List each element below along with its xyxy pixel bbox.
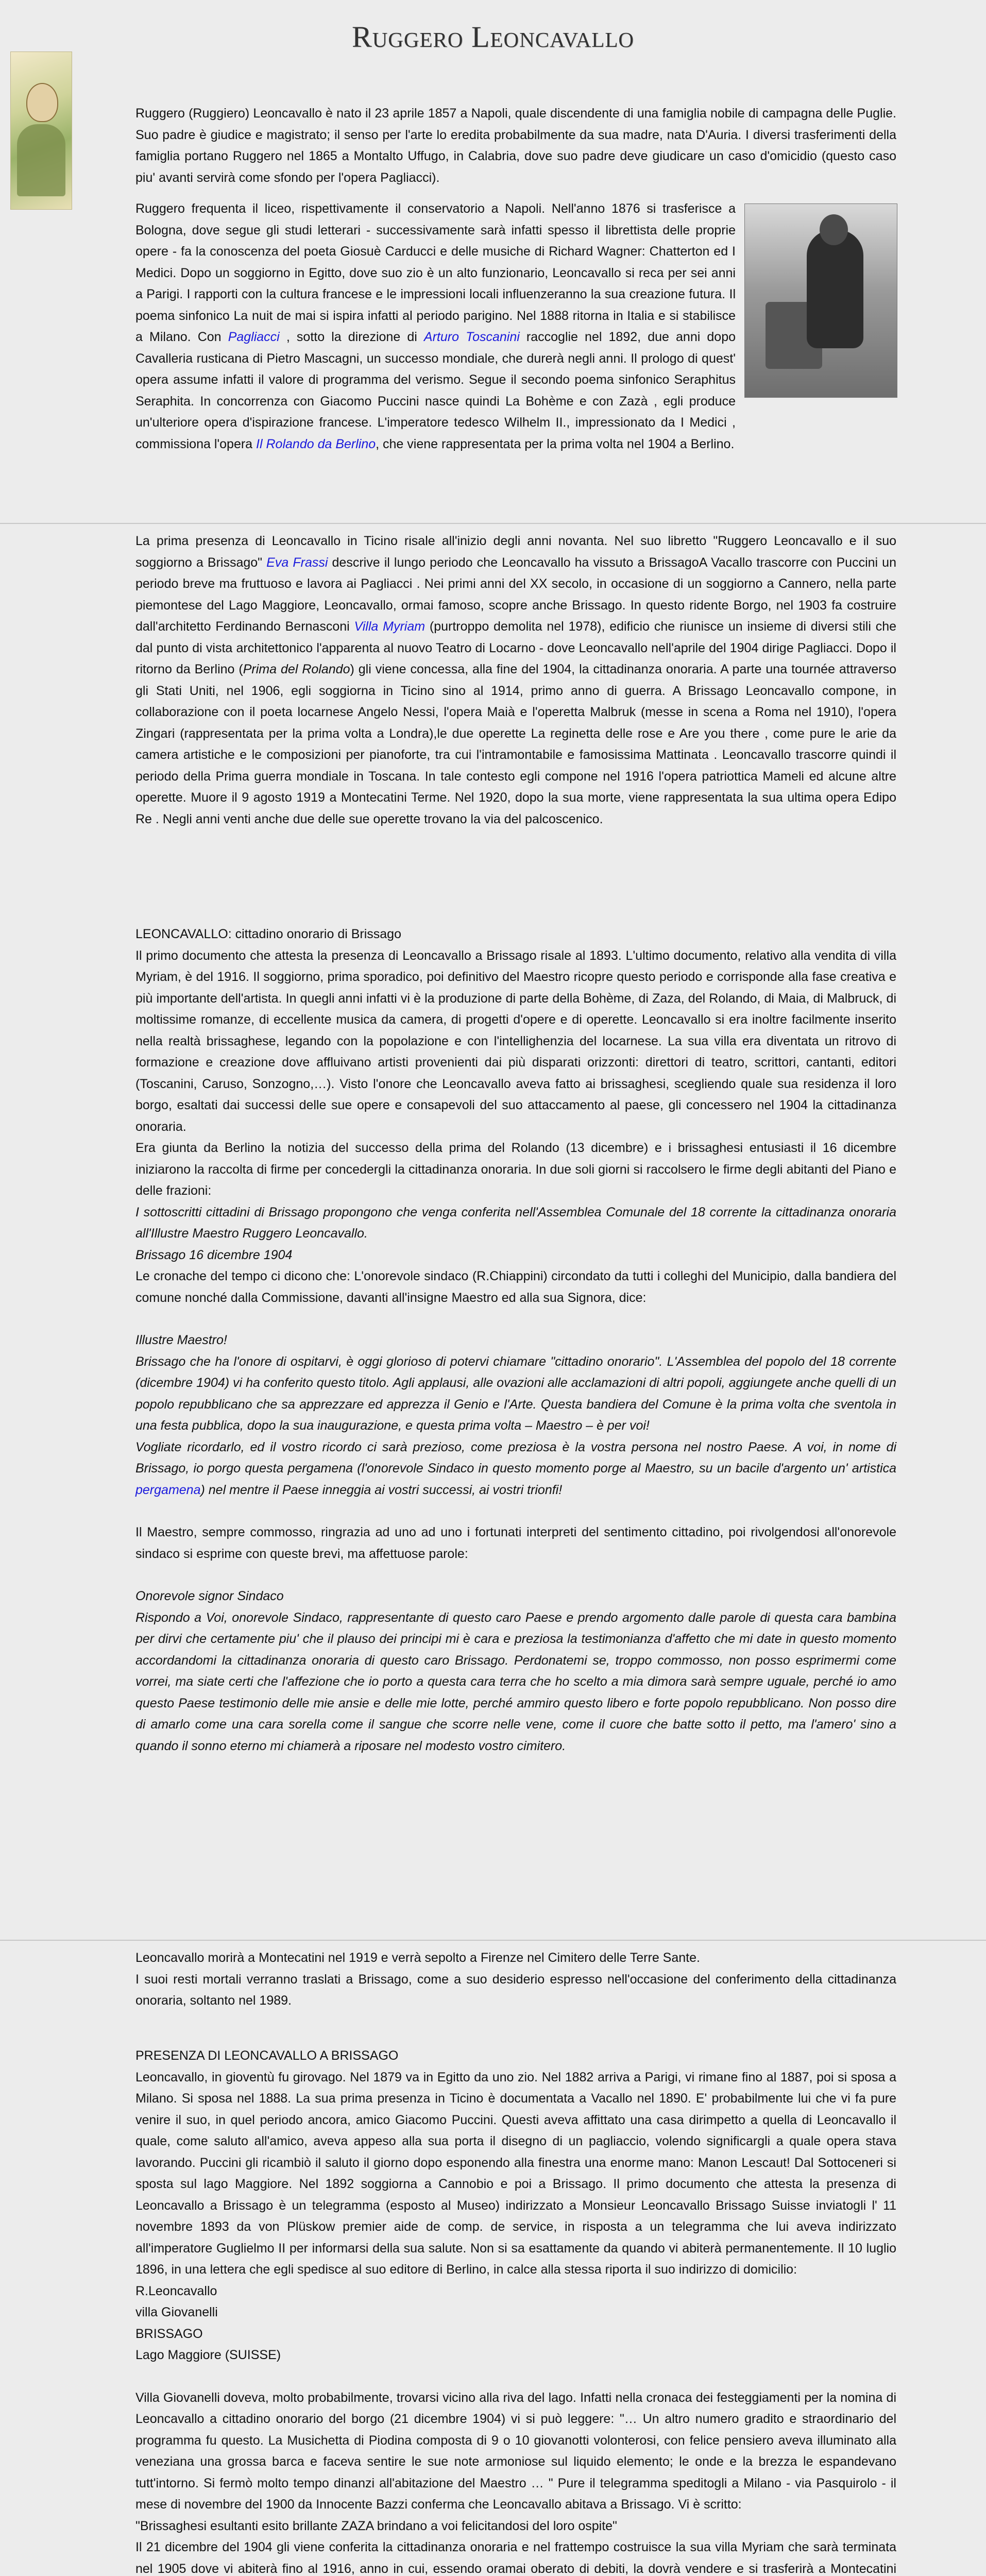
section-divider-1	[0, 523, 986, 524]
citizen-paragraph-1: Il primo documento che attesta la presenza di Leoncavallo a Brissago risale al 1893. L'ultimo documento, relativo alla vendita di villa Myriam, è del 1916. Il soggiorno, prima sporadico, poi definitivo del Maestro ricopre questo periodo e corrisponde alla fase creativa e più importante dell'artista. In quegli anni infatti vi è la produzione di parte della Bohème, di Zaza, del Rolando, di Maia, di Malbruck, di moltissime romanze, di eccellente musica da camera, di progetti d'opere e di operette. Leoncavallo si era inoltre facilmente inserito nella realtà brissaghese, legando con la popolazione e con l'intellighenzia del locarnese. La sua villa era diventata un ritrovo di formazione e creazione dove affluivano artisti provenienti dai più disparati orizzonti: direttori di teatro, scrittori, cantanti, editori (Toscanini, Caruso, Sonzogno,…). Visto l'onore che Leoncavallo aveva fatto ai brissaghesi, scegliendo quale sua residenza il loro borgo, esaltati dai successi delle sue opere e consapevoli del suo attaccamento al paese, gli concessero nel 1904 la cittadinanza onoraria.	[135, 948, 896, 1134]
portrait-image	[10, 52, 72, 210]
spacer	[135, 2366, 896, 2387]
pergamena-link[interactable]: pergamena	[135, 1482, 201, 1497]
pagliacci-link[interactable]: Pagliacci	[228, 330, 280, 344]
presenza-heading: PRESENZA DI LEONCAVALLO A BRISSAGO	[135, 2048, 399, 2063]
citizen-section	[135, 924, 896, 1757]
bio-p2d-text: , che viene rappresentata per la prima volta nel 1904 a Berlino.	[376, 436, 735, 451]
speech-salutation: Illustre Maestro!	[135, 1333, 227, 1347]
prima-rolando-text: Prima del Rolando	[243, 662, 350, 676]
presenza-telegram: "Brissaghesi esultanti esito brillante ZAZA brindano a voi felicitandosi del loro ospite"	[135, 2518, 617, 2533]
citizen-paragraph-6: Il Maestro, sempre commosso, ringrazia ad uno ad uno i fortunati interpreti del sentimento cittadino, poi rivolgendosi all'onorevole sindaco si esprime con queste brevi, ma affettuose parole:	[135, 1525, 896, 1561]
ticino-section	[135, 531, 896, 830]
bio-section	[135, 103, 896, 189]
address-line-4: Lago Maggiore (SUISSE)	[135, 2348, 281, 2362]
villa-myriam-link[interactable]: Villa Myriam	[354, 619, 426, 634]
citizen-paragraph-2: Era giunta da Berlino la notizia del successo della prima del Rolando (13 dicembre) e i brissaghesi entusiasti il 16 dicembre iniziarono la raccolta di firme per concedergli la cittadinanza onoraria. In due soli giorni si raccolsero le firme degli abitanti del Piano e delle frazioni:	[135, 1141, 896, 1198]
portrait-face-shape	[26, 83, 58, 122]
portrait-coat-shape	[17, 124, 65, 196]
frassi-link[interactable]: Eva Frassi	[266, 555, 328, 570]
ticino-p1b: descrive il lungo periodo che Leoncavallo ha vissuto a BrissagoA Vacallo trascorre con Puccini un periodo breve ma fruttuoso e lavora ai Pagliacci . Nei primi anni del XX secolo, in occasione di un soggiorno a Cannero, nella parte piemontese del Lago Maggiore, Leoncavallo, ormai famoso, scopre anche Brissago. In questo ridente Borgo, nel 1903 fa costruire dall'architetto Ferdinando Bernasconi	[135, 555, 896, 634]
speech-2a: Vogliate ricordarlo, ed il vostro ricordo ci sarà prezioso, come preziosa è la vostra persona nel nostro Paese. A voi, in nome di Brissago, io porgo questa pergamena (l'onorevole Sindaco in questo momento porge al Maestro, su un bacile d'argento un' artistica	[135, 1439, 896, 1476]
photo-head-shape	[820, 214, 848, 245]
speech-paragraph-1: Brissago che ha l'onore di ospitarvi, è oggi glorioso di potervi chiamare "cittadino onorario". L'Assemblea del popolo del 18 corrente (dicembre 1904) vi ha conferito questo titolo. Agli applausi, alle ovazioni alle acclamazioni di altri popoli, aggiungete anche quelli di un popolo repubblicano che sa apprezzare ed apprezza il Genio e l'Arte. Questa bandiera del Comune è la prima volta che sventola in una festa pubblica, dopo la sua inaugurazione, e questa prima volta – Maestro – è per voi!	[135, 1354, 896, 1433]
rolando-link[interactable]: Il Rolando da Berlino	[256, 436, 376, 451]
death-paragraph-2: I suoi resti mortali verranno traslati a Brissago, come a suo desiderio espresso nell'occasione del conferimento della cittadinanza onoraria, soltanto nel 1989.	[135, 1972, 896, 2008]
bio-paragraph-2	[135, 198, 736, 455]
citizen-paragraph-5: Le cronache del tempo ci dicono che: L'onorevole sindaco (R.Chiappini) circondato da tutti i colleghi del Municipio, dalla bandiera del comune nonché dalla Commissione, davanti all'insigne Maestro ed alla sua Signora, dice:	[135, 1269, 896, 1305]
presenza-paragraph-2: Villa Giovanelli doveva, molto probabilmente, trovarsi vicino alla riva del lago. Infatti nella cronaca dei festeggiamenti per la nomina di Leoncavallo a cittadino onorario del borgo (21 dicembre 1904) vi si può leggere: "… Un altro numero gradito e straordinario del programma fu questo. La Musichetta di Piodina composta di 9 o 10 giovanotti volonterosi, con felice pensiero aveva illuminato alla veneziana una grossa barca e faceva sentire le sue note armoniose sul liquido elemento; le onde e la brezza le espandevano tutt'intorno. Si fermò molto tempo dinanzi all'abitazione del Maestro … " Pure il telegramma speditogli a Milano - via Pasquirolo - il mese di novembre del 1900 da Innocente Bazzi conferma che Leoncavallo abitava a Brissago. Vi è scritto:	[135, 2390, 896, 2512]
ticino-paragraph	[135, 531, 896, 830]
speech-paragraph-2	[135, 1437, 896, 1501]
address-line-3: BRISSAGO	[135, 2326, 203, 2341]
death-section	[135, 1947, 896, 2012]
bio-paragraph-1: Ruggero (Ruggiero) Leoncavallo è nato il 23 aprile 1857 a Napoli, quale discendente di una famiglia nobile di campagna delle Puglie. Suo padre è giudice e magistrato; il senso per l'arte lo eredita probabilmente da sua madre, nata D'Auria. I diversi trasferimenti della famiglia portano Ruggero nel 1865 a Montalto Uffugo, in Calabria, dove suo padre deve giudicare un caso d'omicidio (questo caso piu' avanti servirà come sfondo per l'opera Pagliacci).	[135, 106, 896, 185]
presenza-paragraph-4: Il 21 dicembre del 1904 gli viene conferita la cittadinanza onoraria e nel frattempo costruisce la sua villa Myriam che sarà terminata nel 1905 dove vi abiterà fino al 1916, anno in cui, essendo oramai oberato di debiti, la dovrà vendere e si trasferirà a Montecatini	[135, 2540, 896, 2576]
section-divider-2	[0, 1940, 986, 1941]
spacer	[135, 1501, 896, 1522]
ticino-p1c: (purtroppo demolita nel 1978), edificio che riunisce un insieme di diversi stili che dal punto di vista architettonico l'apparenta al nuovo Teatro di Locarno - dove Leoncavallo nell'aprile del 1904 dirige Pagliacci. Dopo il ritorno da Berlino (	[135, 619, 897, 676]
ticino-p1d: ) gli viene concessa, alla fine del 1904, la cittadinanza onoraria. A parte una tournée attraverso gli Stati Uniti, nel 1906, egli soggiorna in Ticino sino al 1914, primo anno di guerra. A Brissago Leoncavallo compone, in collaborazione con il poeta locarnese Angelo Nessi, l'opera Maià e l'operetta Malbruk (messe in scena a Roma nel 1910), l'opera Zingari (rappresentata per la prima volta a Londra),le due operette La reginetta delle rose e Are you there , come pure le arie da camera artistiche e le composizioni per pianoforte, tra cui l'intramontabile e famosissima Mattinata . Leoncavallo trascorre quindi il periodo della Prima guerra mondiale in Toscana. In tale contesto egli compone nel 1916 l'opera patriottica Mameli ed alcune altre operette. Muore il 9 agosto 1919 a Montecatini Terme. Nel 1920, dopo la sua morte, viene rappresentata la sua ultima opera Edipo Re . Negli anni venti anche due delle sue operette trovano la via del palcoscenico.	[135, 662, 897, 826]
petition-date: Brissago 16 dicembre 1904	[135, 1247, 293, 1262]
photo-figure-shape	[807, 230, 863, 348]
address-line-1: R.Leoncavallo	[135, 2283, 217, 2298]
spacer	[135, 1309, 896, 1330]
presenza-section	[135, 2045, 896, 2576]
presenza-paragraph-1: Leoncavallo, in gioventù fu girovago. Nel 1879 va in Egitto da uno zio. Nel 1882 arriva a Parigi, vi rimane fino al 1887, poi si sposa a Milano. Si sposa nel 1888. La sua prima presenza in Ticino è documentata a Vacallo nel 1890. E' probabilmente lui che vi fa pure venire il suo, in quel periodo ancora, amico Giacomo Puccini. Questi aveva affittato una casa dirimpetto a quella di Leoncavallo il quale, come saluto all'amico, aveva appeso alla sua porta il disegno di un pagliaccio, volendo significargli a quale opera stava lavorando. Puccini gli ricambiò il saluto il giorno dopo esponendo alla finestra una enorme mano: Manon Lescaut! Dal Sottoceneri si sposta sul lago Maggiore. Nel 1892 soggiorna a Cannobio e poi a Brissago. Il primo documento che attesta la presenza di Leoncavallo a Brissago è un telegramma (esposto al Museo) indirizzato a Monsieur Leoncavallo Brissago Suisse inviatogli l' 11 novembre 1893 da von Plüskow premier aide de comp. de service, in risposta a un telegramma che lui aveva indirizzato all'imperatore Guglielmo II per informarsi della sua salute. Non si sa esattamente da quando vi abiterà permanentemente. Il 10 luglio 1896, in una lettera che egli spedisce al suo editore di Berlino, in calce alla stessa riporta il suo indirizzo di domicilio:	[135, 2070, 896, 2277]
toscanini-link[interactable]: Arturo Toscanini	[423, 330, 520, 344]
reply-paragraph: Rispondo a Voi, onorevole Sindaco, rappresentante di questo caro Paese e prendo argomento dalle parole di questa cara bambina per dirvi che certamente piu' che il plauso dei principi mi è cara e preziosa la testimonianza d'affetto che mi date in questo momento accordandomi la cittadinanza onoraria di questo caro Brissago. Perdonatemi se, troppo commosso, non posso esprimermi come vorrei, ma siate certi che l'affezione che io porto a questa cara terra che ho scelto a mia dimora sarà sempre uguale, perché io amo questo Paese testimonio delle mie ansie e delle mie lotte, perché ammiro questo libero e forte popolo repubblicano. Non posso dire di amarlo come una cara sorella come il sangue che scorre nelle vene, come il cuore che batte sotto il petto, ma l'amero' sino a quando il sonno eterno mi chiamerà a riposare nel modesto vostro cimitero.	[135, 1610, 896, 1753]
death-paragraph-1: Leoncavallo morirà a Montecatini nel 1919 e verrà sepolto a Firenze nel Cimitero delle Terre Sante.	[135, 1951, 700, 1965]
page-title: Ruggero Leoncavallo	[351, 20, 634, 54]
address-line-2: villa Giovanelli	[135, 2305, 218, 2319]
ticino-p1a: La prima presenza di Leoncavallo in Ticino risale all'inizio degli anni novanta. Nel suo libretto "Ruggero Leoncavallo e il suo soggiorno a Brissago"	[135, 534, 896, 570]
seated-man-photo	[744, 204, 897, 398]
citizen-heading: LEONCAVALLO: cittadino onorario di Brissago	[135, 927, 401, 941]
reply-salutation: Onorevole signor Sindaco	[135, 1589, 284, 1603]
bio-section-wrap	[135, 198, 736, 455]
bio-p2b-text: , sotto la direzione di	[286, 330, 417, 344]
signature-petition: I sottoscritti cittadini di Brissago propongono che venga conferita nell'Assemblea Comunale del 18 corrente la cittadinanza onoraria all'Illustre Maestro Ruggero Leoncavallo.	[135, 1205, 896, 1241]
spacer	[135, 1565, 896, 1586]
bio-p2c-text: raccoglie nel 1892, due anni dopo Cavalleria rusticana di Pietro Mascagni, un successo mondiale, che durerà negli anni. Il prologo di quest' opera assume infatti il valore di programma del verismo. Segue il secondo poema sinfonico Seraphitus Seraphita. In concorrenza con Giacomo Puccini nasce quindi La Bohème e con Zazà , egli produce un'ulteriore opera d'ispirazione francese. L'imperatore tedesco Wilhelm II., impressionato da I Medici , commissiona l'opera	[135, 330, 736, 451]
speech-2b: ) nel mentre il Paese inneggia ai vostri successi, ai vostri trionfi!	[200, 1482, 563, 1497]
bio-p2-text: Ruggero frequenta il liceo, rispettivamente il conservatorio a Napoli. Nell'anno 1876 si trasferisce a Bologna, dove segue gli studi letterari - successivamente sarà infatti spesso il librettista delle proprie opere - fa la conoscenza del poeta Giosuè Carducci e delle musiche di Richard Wagner: Chatterton ed I Medici. Dopo un soggiorno in Egitto, dove suo zio è un alto funzionario, Leoncavallo si reca per sei anni a Parigi. I rapporti con la cultura francese e le impressioni locali influenzeranno la sua creazione futura. Il poema sinfonico La nuit de mai si ispira infatti al periodo parigino. Nel 1888 ritorna in Italia e si stabilisce a Milano. Con	[135, 201, 736, 344]
